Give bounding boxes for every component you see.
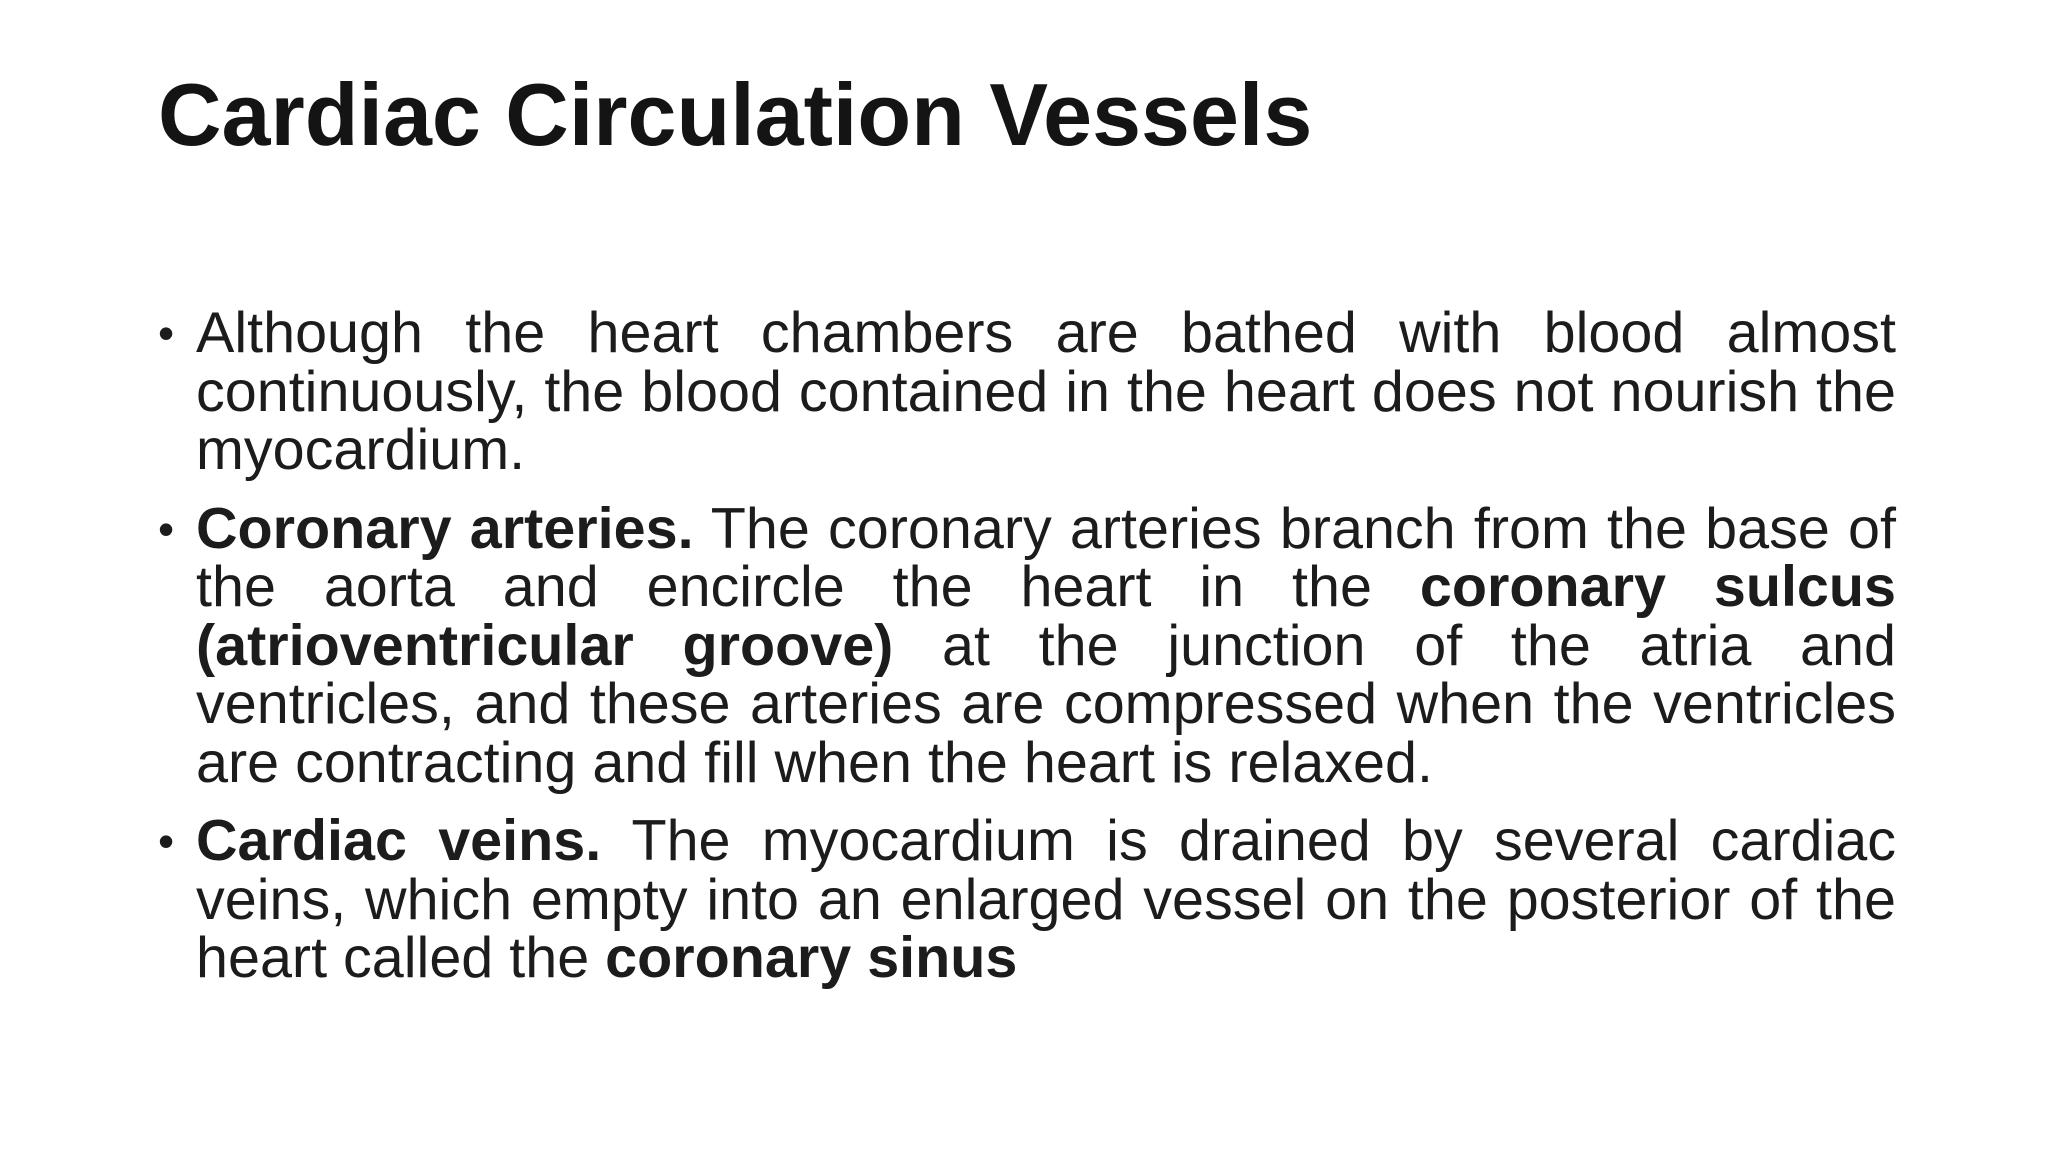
bullet-bold-term: coronary sinus: [605, 926, 1018, 990]
bullet-text: The myocardium is drained by several cardiac veins, which empty into an enlarged vessel on the posterior of the heart called the: [196, 809, 1897, 990]
bullet-bold-term: coronary sulcus (atrioventricular groove): [196, 555, 1897, 678]
bullet-dot-icon: •: [158, 307, 175, 359]
bullet-dot-icon: •: [158, 815, 175, 867]
bullet-text: at the junction of the atria and ventricles, and these arteries are compressed when the ventricles are contracting and fill when the heart is relaxed.: [196, 613, 1896, 795]
bullet-list: [158, 301, 1897, 1008]
bullet-item-intro: [158, 301, 1896, 482]
bullet-text: Although the heart chambers are bathed with blood almost continuously, the blood contained in the heart does not nourish the myocardium.: [196, 301, 1896, 482]
bullet-lead-term: Coronary arteries.: [196, 496, 694, 561]
bullet-item-cardiac-veins: [158, 809, 1897, 990]
bullet-dot-icon: •: [158, 502, 175, 555]
slide-title: Cardiac Circulation Vessels: [158, 65, 1313, 164]
bullet-lead-term: Cardiac veins.: [196, 809, 602, 873]
bullet-text: The coronary arteries branch from the base of the aorta and encircle the heart in the: [196, 496, 1896, 619]
bullet-item-coronary-arteries: [158, 496, 1897, 795]
